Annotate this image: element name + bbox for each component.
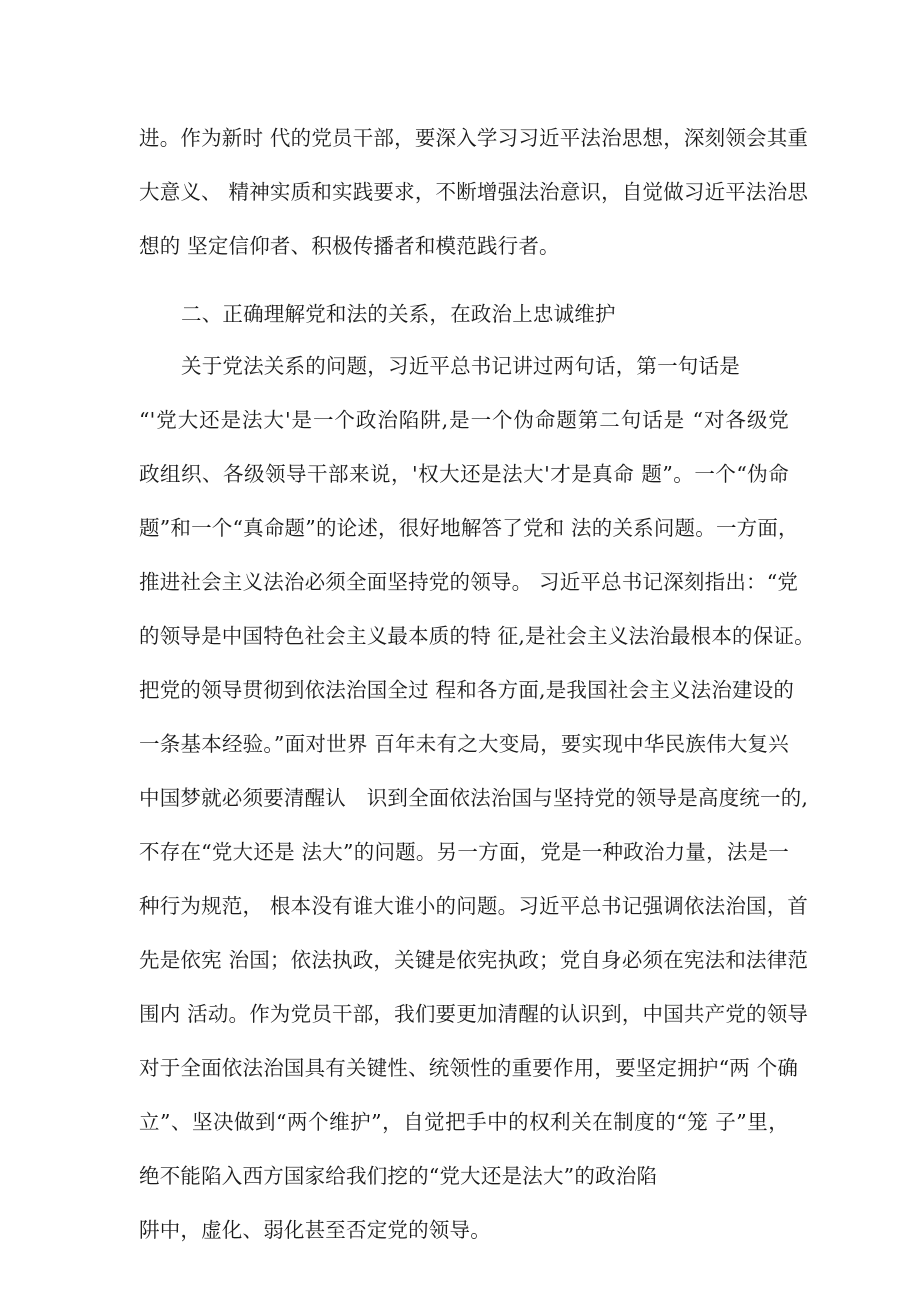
- body-line: “'党大还是法大'是一个政治陷阱,是一个伪命题第二句话是 “对各级党: [139, 408, 789, 432]
- body-line: 一条基本经验。”面对世界 百年未有之大变局，要实现中华民族伟大复兴: [139, 732, 789, 756]
- body-line: 先是依宪 治国；依法执政，关键是依宪执政；党自身必须在宪法和法律范: [139, 948, 809, 972]
- body-line: 政组织、各级领导干部来说，'权大还是法大'才是真命 题”。一个“伪命: [139, 462, 789, 486]
- body-line: 进。作为新时 代的党员干部，要深入学习习近平法治思想，深刻领会其重: [139, 126, 809, 150]
- section-heading: 二、正确理解党和法的关系，在政治上忠诚维护: [181, 302, 616, 326]
- body-line: 关于党法关系的问题，习近平总书记讲过两句话，第一句话是: [181, 354, 740, 378]
- body-line: 对于全面依法治国具有关键性、统领性的重要作用，要坚定拥护“两 个确: [139, 1056, 799, 1080]
- body-line: 推进社会主义法治必须全面坚持党的领导。 习近平总书记深刻指出：“党: [139, 570, 799, 594]
- body-line: 的领导是中国特色社会主义最本质的特 征,是社会主义法治最根本的保证。: [139, 624, 815, 648]
- body-line: 想的 坚定信仰者、积极传播者和模范践行者。: [139, 234, 560, 258]
- body-line: 绝不能陷入西方国家给我们挖的“党大还是法大”的政治陷: [139, 1164, 658, 1188]
- body-line: 立”、坚决做到“两个维护”，自觉把手中的权利关在制度的“笼 子”里，: [139, 1110, 789, 1134]
- body-line: 题”和一个“真命题”的论述，很好地解答了党和 法的关系问题。一方面，: [139, 516, 799, 540]
- body-line: 大意义、 精神实质和实践要求，不断增强法治意识，自觉做习近平法治思: [139, 180, 809, 204]
- body-line: 种行为规范， 根本没有谁大谁小的问题。习近平总书记强调依法治国，首: [139, 894, 809, 918]
- body-line: 不存在“党大还是 法大”的问题。另一方面，党是一种政治力量，法是一: [139, 840, 789, 864]
- body-line: 阱中，虚化、弱化甚至否定党的领导。: [139, 1218, 491, 1242]
- body-line: 围内 活动。作为党员干部，我们要更加清醒的认识到，中国共产党的领导: [139, 1002, 809, 1026]
- body-line: 中国梦就必须要清醒认 识到全面依法治国与坚持党的领导是高度统一的,: [139, 786, 809, 810]
- body-line: 把党的领导贯彻到依法治国全过 程和各方面,是我国社会主义法治建设的: [139, 678, 795, 702]
